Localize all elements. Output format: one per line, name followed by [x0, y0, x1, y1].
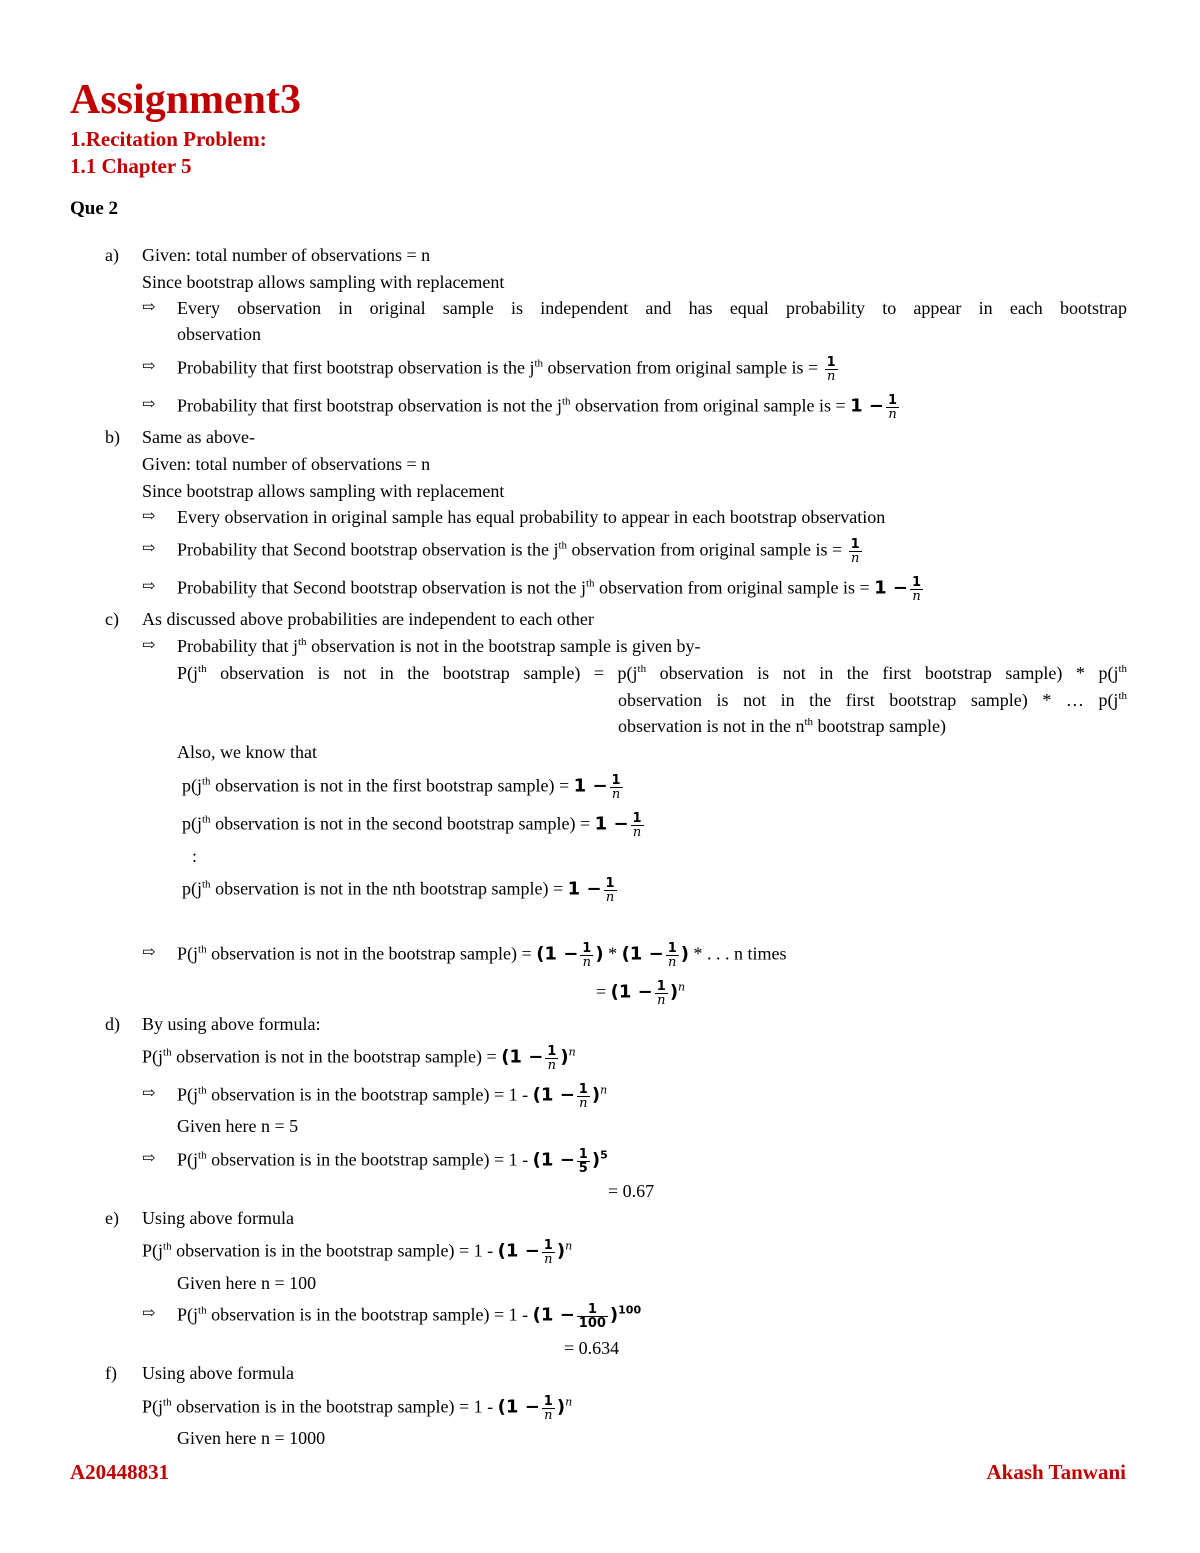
d-bullet-1: $P(j^{th}$ observation is in the bootstrap sample) = 1 - (1 − $\frac{1}{n}$ )$^n$ — [177, 1082, 608, 1111]
b-since: Since bootstrap allows sampling with replacement — [142, 481, 505, 501]
e-result: = 0.634 — [564, 1338, 620, 1358]
section-heading: 1.Recitation Problem: — [70, 127, 267, 151]
arrow-bullet-icon: ⇨ — [142, 578, 156, 595]
question-heading: Que 2 — [70, 198, 119, 219]
arrow-bullet-icon: ⇨ — [142, 358, 156, 375]
arrow-bullet-icon: ⇨ — [142, 1085, 156, 1102]
f-intro: Using above formula — [142, 1363, 294, 1383]
a-bullet-1-cont: observation — [177, 324, 261, 344]
b-bullet-2: Probability that Second bootstrap observation is the $j^{th}$ observation from original sample is = $\frac{1}{n}$ — [177, 537, 860, 566]
c-bullet-1: Probability that $j^{th}$ observation is not in the bootstrap sample is given by- — [177, 636, 701, 656]
c-also: Also, we know that — [177, 742, 317, 762]
arrow-bullet-icon: ⇨ — [142, 540, 156, 557]
d-bullet-2: $P(j^{th}$ observation is in the bootstrap sample) = 1 - (1 − $\frac{1}{5}$ )$^5$ — [177, 1147, 608, 1176]
b-bullet-3: Probability that Second bootstrap observation is not the $j^{th}$ observation from original sample is = 1 − $\frac{1}{n}$ — [177, 575, 922, 604]
c-result-simplified: = (1 − $\frac{1}{n}$ )$^n$ — [596, 979, 686, 1008]
item-label-e: e) — [105, 1208, 119, 1228]
c-eq-first: $p(j^{th}$ observation is not in the first bootstrap sample) = 1 − $\frac{1}{n}$ — [182, 773, 621, 802]
a-given: Given: total number of observations = n — [142, 245, 431, 265]
f-formula: $P(j^{th}$ observation is in the bootstrap sample) = 1 - (1 − $\frac{1}{n}$ )$^n$ — [142, 1394, 573, 1423]
a-bullet-2: Probability that first bootstrap observation is the $j^{th}$ observation from original sample is = $\frac{1}{n}$ — [177, 355, 836, 384]
a-bullet-3: Probability that first bootstrap observation is not the $j^{th}$ observation from original sample is = 1 − $\frac{1}{n}$ — [177, 393, 898, 422]
c-intro: As discussed above probabilities are independent to each other — [142, 609, 594, 629]
e-bullet-1: $P(j^{th}$ observation is in the bootstrap sample) = 1 - (1 − $\frac{1}{100}$ )$^{100}$ — [177, 1302, 642, 1331]
c-product-line-3: observation is not in the $n^{th}$ bootstrap sample) — [618, 716, 947, 736]
item-label-d: d) — [105, 1014, 120, 1034]
arrow-bullet-icon: ⇨ — [142, 508, 156, 525]
c-product-line-1: $P(j^{th}$ observation is not in the bootstrap sample) = $p(j^{th}$ observation is not in the first bootstrap sample) * $p(j^{th}$ — [177, 663, 1128, 683]
item-label-a: a) — [105, 245, 119, 265]
e-intro: Using above formula — [142, 1208, 294, 1228]
item-label-c: c) — [105, 609, 119, 629]
d-given: Given here n = 5 — [177, 1116, 299, 1136]
item-label-b: b) — [105, 427, 120, 447]
arrow-bullet-icon: ⇨ — [142, 299, 156, 316]
d-intro: By using above formula: — [142, 1014, 321, 1034]
item-label-f: f) — [105, 1363, 117, 1383]
d-result: = 0.67 — [608, 1181, 655, 1201]
footer-author: Akash Tanwani — [986, 1460, 1126, 1484]
c-eq-second: $p(j^{th}$ observation is not in the second bootstrap sample) = 1 − $\frac{1}{n}$ — [182, 811, 642, 840]
arrow-bullet-icon: ⇨ — [142, 1305, 156, 1322]
f-given: Given here n = 1000 — [177, 1428, 326, 1448]
arrow-bullet-icon: ⇨ — [142, 944, 156, 961]
b-same: Same as above- — [142, 427, 255, 447]
footer-student-id: A20448831 — [70, 1460, 170, 1484]
c-product-line-2: observation is not in the first bootstrap sample) * … $p(j^{th}$ — [618, 690, 1127, 710]
c-eq-nth: $p(j^{th}$ observation is not in the nth bootstrap sample) = 1 − $\frac{1}{n}$ — [182, 876, 615, 905]
arrow-bullet-icon: ⇨ — [142, 396, 156, 413]
c-result: $P(j^{th}$ observation is not in the bootstrap sample) = (1 − $\frac{1}{n}$ ) * (1 − $\frac{1}{n}$ ) * . . . n times — [177, 941, 787, 970]
a-bullet-1: Every observation in original sample is independent and has equal probability to appear in each bootstrap — [177, 298, 1127, 318]
e-formula: $P(j^{th}$ observation is in the bootstrap sample) = 1 - (1 − $\frac{1}{n}$ )$^n$ — [142, 1238, 573, 1267]
b-bullet-1: Every observation in original sample has equal probability to appear in each bootstrap observation — [177, 507, 886, 527]
b-given: Given: total number of observations = n — [142, 454, 431, 474]
a-since: Since bootstrap allows sampling with replacement — [142, 272, 505, 292]
subsection-heading: 1.1 Chapter 5 — [70, 154, 192, 178]
e-given: Given here n = 100 — [177, 1273, 317, 1293]
c-colon: : — [192, 846, 198, 866]
arrow-bullet-icon: ⇨ — [142, 1150, 156, 1167]
page-title: Assignment3 — [70, 77, 302, 123]
d-formula: $P(j^{th}$ observation is not in the bootstrap sample) = (1 − $\frac{1}{n}$ )$^n$ — [142, 1044, 576, 1073]
arrow-bullet-icon: ⇨ — [142, 637, 156, 654]
